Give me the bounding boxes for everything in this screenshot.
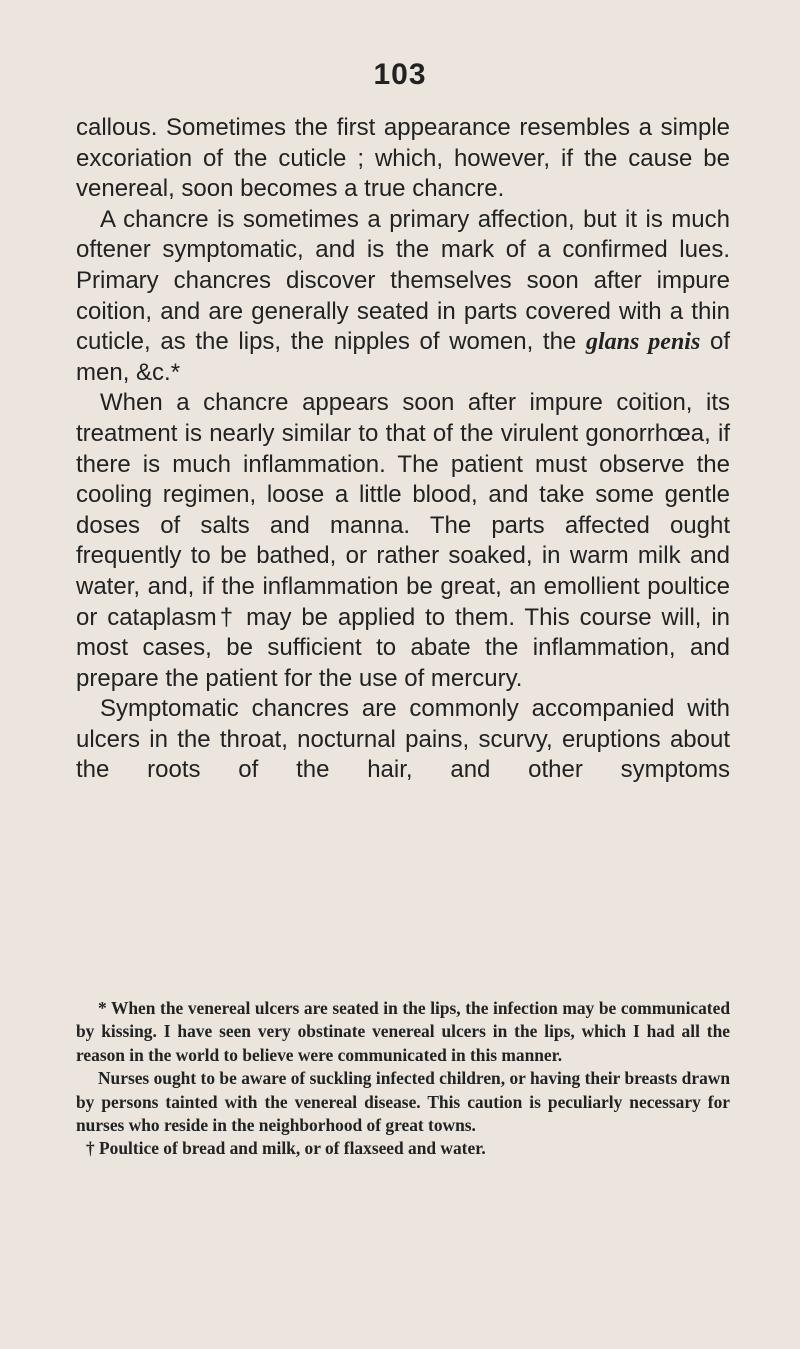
paragraph-2 bbox=[76, 205, 730, 389]
paragraph-4: Symptomatic chancres are commonly accompanied with ulcers in the throat, nocturnal pains, scurvy, eruptions about the roots of the hair, and other symptoms bbox=[76, 695, 730, 784]
paragraph-3: When a chancre appears soon after impure coition, its treatment is nearly similar to that of the virulent gonorrhœa, if there is much inflammation. The patient must observe the cooling regimen, loose a little blood, and take some gentle doses of salts and manna. The parts affected ought frequently to be bathed, or rather soaked, in warm milk and water, and, if the inflammation be great, an emollient poultice or cataplasm† may be applied to them. This course will, in most cases, be sufficient to abate the inflammation, and prepare the patient for the use of mercury. bbox=[76, 389, 730, 692]
footnote-nurses: Nurses ought to be aware of suckling infected children, or having their breasts drawn by persons tainted with the venereal disease. This caution is peculiarly necessary for nurses who reside in the neighborhood of great towns. bbox=[76, 1068, 730, 1136]
glans-penis-italic: glans penis bbox=[585, 329, 701, 356]
footnotes bbox=[76, 997, 730, 1161]
paragraph-1: callous. Sometimes the first appearance resembles a simple excoriation of the cuticle ; which, however, if the cause be venereal, soon becomes a true chancre. bbox=[76, 114, 730, 203]
footnote-asterisk: * When the venereal ulcers are seated in the lips, the infection may be communicated by kissing. I have seen very obstinate venereal ulcers in the lips, which I had all the reason in the world to believe were communicated in this manner. bbox=[76, 998, 730, 1065]
paragraph-2-text-a: A chancre is sometimes a primary affection, but it is much oftener symptomatic, and is the mark of a confirmed lues. Primary chancres discover themselves soon after impure coition, and are generally seated in parts covered with a thin cuticle, as the lips, the nipples of women, the bbox=[76, 205, 730, 356]
page-number: 103 bbox=[373, 58, 427, 91]
body-text bbox=[76, 113, 730, 786]
paragraph-2-text-b: of men, &c.* bbox=[76, 328, 730, 386]
footnote-dagger: † Poultice of bread and milk, or of flaxseed and water. bbox=[86, 1138, 486, 1159]
